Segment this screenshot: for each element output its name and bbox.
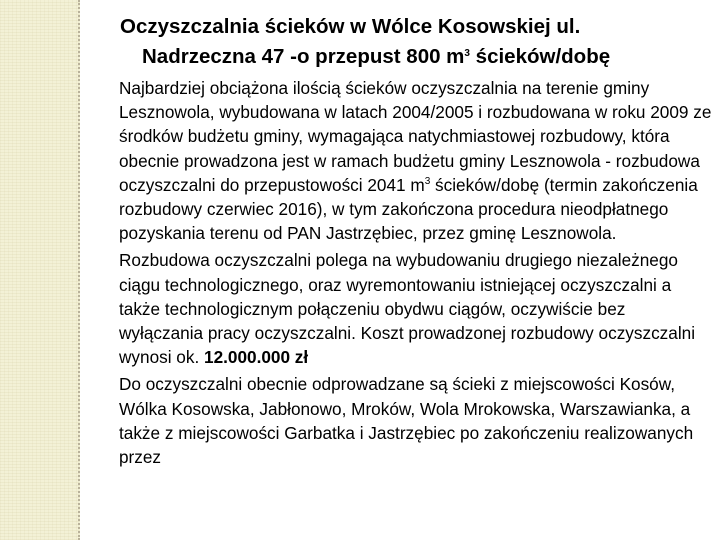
paragraph-1 [119,76,714,245]
title-line-2-text: Nadrzeczna 47 -o przepust 800 m [142,45,465,68]
slide-body [119,76,714,472]
decorative-side-panel [0,0,80,540]
title-superscript: 3 [464,48,470,59]
title-line-1: Oczyszczalnia ścieków w Wólce Kosowskiej ul. [120,15,581,38]
paragraph-2 [119,248,714,369]
paragraph-1-superscript: 3 [424,175,431,187]
slide-title [120,12,710,72]
cost-amount: 12.000.000 zł [204,347,309,368]
paragraph-1-end: ścieków/dobę (termin zakończenia rozbudowy czerwiec 2016), w tym zakończona procedura nieodpłatnego pozyskania terenu od PAN Jastrzębiec, przez gminę Lesznowola. [119,174,698,244]
paragraph-1-text: Najbardziej obciążona ilością ścieków oczyszczalnia na terenie gminy Lesznowola, wybudowana w latach 2004/2005 i rozbudowana w roku 2009 ze środków budżetu gminy, wymagająca natychmiastowej rozbudowy, która obecnie prowadzona jest w ramach budżetu gminy Lesznowola - rozbudowa oczyszczalni do przepustowości 2041 m [119,78,712,195]
title-line-2 [120,42,710,72]
paragraph-2-text: Rozbudowa oczyszczalni polega na wybudowaniu drugiego niezależnego ciągu technologicznego, oraz wyremontowaniu istniejącej oczyszczalni a także technologicznym połączeniu obydwu ciągów, oczywiście bez wyłączania pracy oczyszczalni. Koszt prowadzonej rozbudowy oczyszczalni wynosi ok. [119,250,696,368]
title-line-2-end: ścieków/dobę [469,45,611,68]
paragraph-3: Do oczyszczalni obecnie odprowadzane są ścieki z miejscowości Kosów, Wólka Kosowska, Jabłonowo, Mroków, Wola Mrokowska, Warszawianka, a także z miejscowości Garbatka i Jastrzębiec po zakończeniu realizowanych przez [119,374,694,468]
